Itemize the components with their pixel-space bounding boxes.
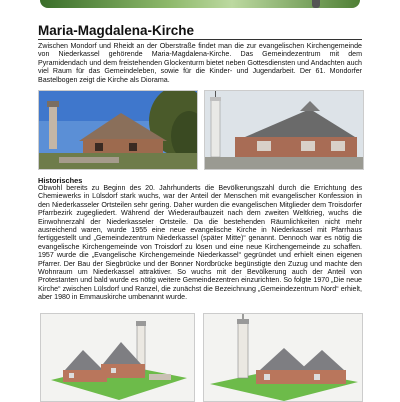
top-banner bbox=[0, 0, 400, 10]
church-tower-photo-icon bbox=[204, 90, 364, 170]
title-divider bbox=[38, 39, 362, 40]
section-heading: Historisches bbox=[38, 176, 83, 185]
page-title: Maria-Magdalena-Kirche bbox=[38, 23, 195, 38]
history-paragraph: Obwohl bereits zu Beginn des 20. Jahrhunderts die Bevölkerungszahl durch die Errichtung des Chemiewerks in Lülsdorf stark wuchs, war der Anteil der Menschen mit evangelischer Konfession in den Niederkasseler Ortsteilen sehr gering. Daher wurden die evangelischen Mitglieder dem Troisdorfer Pfarrbezirk zugegliedert. Während der Wiederaufbauzeit nach dem zweiten Weltkrieg, wuchs die Einwohnerzahl der Niederkasseler Ortsteile. Da die bestehenden Räumlichkeiten nicht mehr ausreichend waren, wurde 1955 eine neue evangelische Kirche in Niederkassel mit Pfarrhaus fertiggestellt und „Gemeindezentrum Niederkassel (später Mitte)“ genannt. Dennoch war es nötig die evangelische Kirchengemeinde von Troisdorf zu lösen und eine neue Kirchengemeinde zu schaffen. 1957 wurde die „Evangelische Kirchengemeinde Niederkassel“ gegründet und erhielt einen eigenen Pfarrer. Der Bau der Siegbrücke und der Bonner Nordbrücke begünstigte den Zuzug und machte den Wohnraum um Niederkassel attraktiver. So wuchs mit der Bevölkerung auch der Anteil von Protestanten und bald wurde es nötig weitere Gemeindezentren einzurichten. So folgte 1970 „Die neue Kirche“ zwischen Lülsdorf und Ranzel, die zunächst die Bezeichnung „Gemeindezentrum Nord“ erhielt, aber 1980 in Emmauskirche umbenannt wurde. bbox=[38, 184, 362, 302]
paper-model-side-photo-icon bbox=[203, 313, 363, 402]
intro-paragraph: Zwischen Mondorf und Rheidt an der Oberstraße findet man die zur evangelischen Kirchengemeinde von Niederkassel gehörende Maria-Magdalena-Kirche. Das Gemeindezentrum mit dem Pyramidendach und dem freistehenden Glockenturm bietet neben Gottesdiensten und Andachten auch viel Raum für das Gemeindeleben, sowie für die Kinder- und Jugendarbeit. Der 61. Mondorfer Bastelbogen zeigt die Kirche als Diorama. bbox=[38, 42, 362, 84]
paper-model-photo-icon bbox=[40, 313, 195, 402]
banner-marker bbox=[312, 0, 320, 8]
church-photo-icon bbox=[38, 90, 198, 170]
